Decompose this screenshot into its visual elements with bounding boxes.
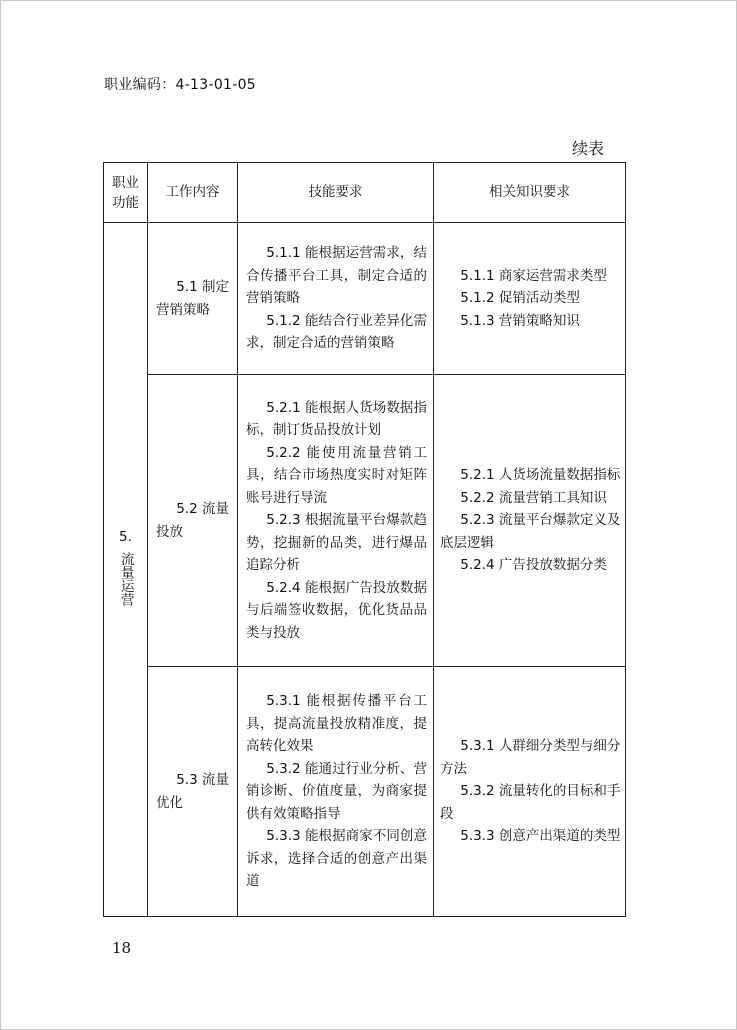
header-function [104,163,148,223]
work-line: 5.2 流量 [176,501,230,517]
header-function-line1: 职业 [112,174,139,191]
skill-item: 5.3.2 能通过行业分析、营销诊断、价值度量，为商家提供有效策略指导 [246,760,427,822]
table-row [104,375,626,667]
knowledge-item: 5.3.2 流量转化的目标和手段 [440,783,621,822]
knowledge-item: 5.2.1 人货场流量数据指标 [460,467,621,484]
work-line: 5.1 制定 [176,279,230,295]
table-header-row [104,163,626,223]
work-cell [148,667,238,917]
knowledge-cell [434,223,626,375]
occupation-code: 职业编码：4-13-01-05 [104,77,257,93]
continued-label: 续表 [572,139,605,158]
function-name: 流量运营 [117,552,134,606]
skill-item: 5.1.2 能结合行业差异化需求，制定合适的营销策略 [246,312,427,352]
skill-item: 5.3.3 能根据商家不同创意诉求，选择合适的创意产出渠道 [246,828,427,890]
header-function-line2: 功能 [112,194,139,211]
knowledge-cell [434,375,626,667]
knowledge-cell [434,667,626,917]
knowledge-item: 5.3.1 人群细分类型与细分方法 [440,738,621,777]
skill-item: 5.2.1 能根据人货场数据指标，制订货品投放计划 [246,399,427,439]
header-knowledge: 相关知识要求 [434,163,626,223]
skill-item: 5.1.1 能根据运营需求，结合传播平台工具，制定合适的营销策略 [246,245,427,307]
work-line: 投放 [156,523,183,540]
knowledge-item: 5.1.3 营销策略知识 [460,312,580,329]
knowledge-item: 5.2.2 流量营销工具知识 [460,489,607,506]
knowledge-item: 5.2.4 广告投放数据分类 [460,557,607,574]
work-cell [148,375,238,667]
skill-cell [238,375,434,667]
standards-table [103,162,626,917]
table-row [104,667,626,917]
knowledge-item: 5.3.3 创意产出渠道的类型 [460,828,621,845]
work-line: 5.3 流量 [176,772,230,788]
skill-item: 5.2.3 根据流量平台爆款趋势，挖掘新的品类，进行爆品追踪分析 [246,512,427,574]
knowledge-item: 5.2.3 流量平台爆款定义及底层逻辑 [440,512,621,551]
knowledge-item: 5.1.2 促销活动类型 [460,290,580,307]
header-work: 工作内容 [148,163,238,223]
table-row [104,223,626,375]
header-skill: 技能要求 [238,163,434,223]
work-cell [148,223,238,375]
function-number: 5. [119,528,132,545]
skill-item: 5.3.1 能根据传播平台工具，提高流量投放精准度，提高转化效果 [246,693,427,755]
knowledge-item: 5.1.1 商家运营需求类型 [460,267,607,284]
work-line: 优化 [156,794,183,811]
skill-cell [238,223,434,375]
skill-item: 5.2.2 能使用流量营销工具，结合市场热度实时对矩阵账号进行导流 [246,444,427,506]
skill-cell [238,667,434,917]
page-number: 18 [112,939,132,957]
function-cell [104,223,148,917]
work-line: 营销策略 [156,301,210,318]
skill-item: 5.2.4 能根据广告投放数据与后端签收数据，优化货品品类与投放 [246,579,427,641]
